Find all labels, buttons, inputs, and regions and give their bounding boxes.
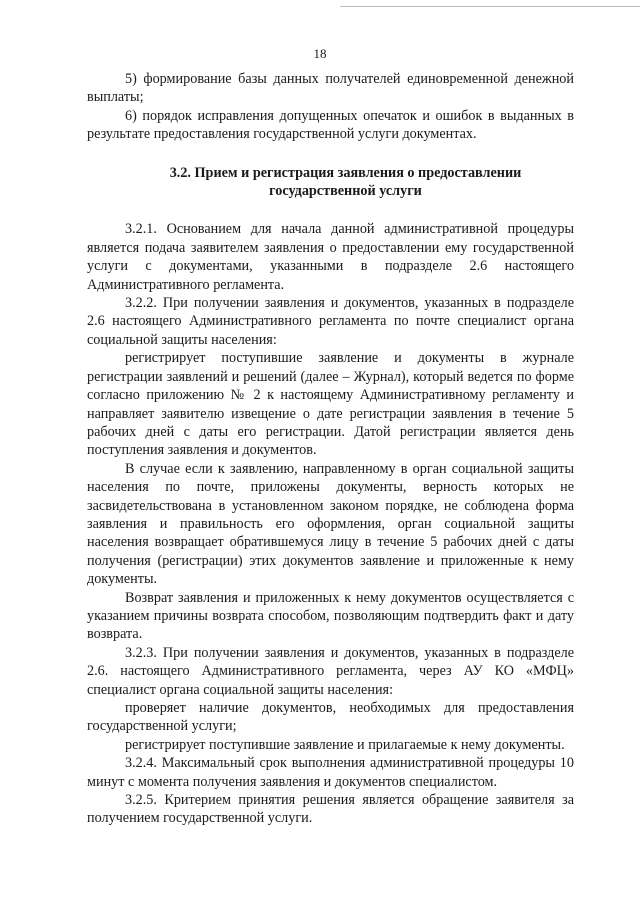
paragraph-3-2-4: 3.2.4. Максимальный срок выполнения административной процедуры 10 минут с момента получения заявления и документов специалистом.	[87, 755, 574, 790]
paragraph-3-2-3: 3.2.3. При получении заявления и документов, указанных в подразделе 2.6. настоящего Административного регламента, через АУ КО «МФЦ» специалист органа социальной защиты населения:	[87, 644, 574, 698]
paragraph-3-2-5: 3.2.5. Критерием принятия решения является обращение заявителя за получением государственной услуги.	[87, 792, 574, 827]
paragraph-3-2-2: 3.2.2. При получении заявления и документов, указанных в подразделе 2.6 настоящего Административного регламента по почте специалист органа социальной защиты населения:	[87, 295, 574, 348]
paragraph-check-documents: проверяет наличие документов, необходимых для предоставления государственной услуги;	[87, 700, 574, 735]
paragraph-return-method: Возврат заявления и приложенных к нему документов осуществляется с указанием причины возврата способом, позволяющим подтвердить факт и дату возврата.	[87, 589, 574, 643]
paragraph-return-case: В случае если к заявлению, направленному в орган социальной защиты населения по почте, приложены документы, верность которых не засвидетельствована в установленном законом порядке, не соблюдена форма заявления и правильность его оформления, орган социальной защиты населения возвращает обратившемуся лицу в течение 5 рабочих дней с даты получения (регистрации) этих документов заявление и приложенные к нему документы.	[87, 460, 574, 588]
paragraph-item-5: 5) формирование базы данных получателей единовременной денежной выплаты;	[87, 71, 574, 106]
paragraph-3-2-1: 3.2.1. Основанием для начала данной административной процедуры является подача заявителем заявления о предоставлении ему государственной услуги с документами, указанными в подразделе 2.6 настоящего Административного регламента.	[87, 221, 574, 293]
paragraph-register-documents: регистрирует поступившие заявление и прилагаемые к нему документы.	[125, 736, 565, 753]
page-number: 18	[313, 46, 327, 61]
paragraph-item-6: 6) порядок исправления допущенных опечаток и ошибок в выданных в результате предоставления государственной услуги документах.	[87, 107, 574, 143]
section-heading: 3.2. Прием и регистрация заявления о предоставлении государственной услуги	[169, 164, 522, 200]
document-body	[87, 70, 574, 828]
paragraph-registration: регистрирует поступившие заявление и документы в журнале регистрации заявлений и решений (далее – Журнал), который ведется по форме согласно приложению № 2 к настоящему Административному регламенту и направляет заявителю извещение о дате регистрации заявления в течение 5 рабочих дней с даты его регистрации. Датой регистрации является день поступления заявления и документов.	[87, 350, 574, 459]
